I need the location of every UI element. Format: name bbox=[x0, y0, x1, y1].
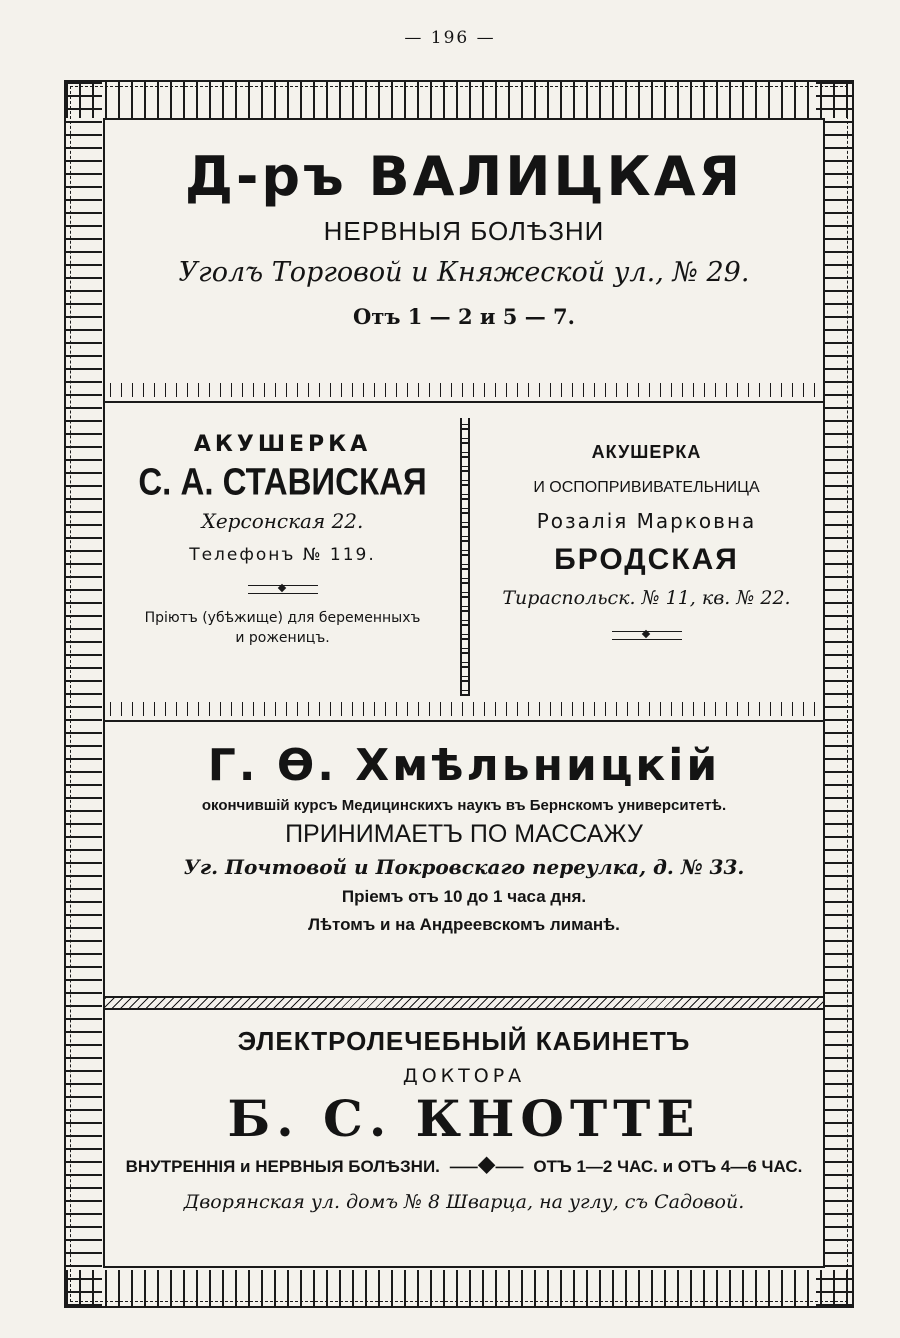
ad2-address: Херсонская 22. bbox=[201, 509, 364, 533]
chain-divider bbox=[460, 418, 470, 696]
ad3-first-name: Розалія Марковна bbox=[536, 509, 757, 533]
ad3-address: Тираспольск. № 11, кв. № 22. bbox=[502, 587, 791, 609]
ad5-heading: ЭЛЕКТРОЛЕЧЕБНЫЙ КАБИНЕТЪ bbox=[237, 1026, 691, 1056]
ad4-name: Г. Ѳ. Хмѣльницкій bbox=[207, 740, 721, 791]
ad3-heading: АКУШЕРКА bbox=[591, 442, 702, 462]
dot-ornament: ⸺◆⸺ bbox=[444, 1157, 529, 1176]
ad1-specialty: НЕРВНЫЯ БОЛѢЗНИ bbox=[323, 216, 605, 246]
ad5-address: Дворянская ул. домъ № 8 Шварца, на углу, съ Садовой. bbox=[183, 1191, 745, 1213]
page-number: — 196 — bbox=[404, 28, 496, 48]
ad2-name: С. А. СТАВИСКАЯ bbox=[138, 460, 427, 503]
ad5-specialty: ВНУТРЕННІЯ и НЕРВНЫЯ БОЛѢЗНИ. bbox=[125, 1157, 440, 1176]
ad-brodskaya bbox=[470, 442, 823, 644]
ad-staviskaya bbox=[105, 432, 460, 648]
ad2-phone: Телефонъ № 119. bbox=[189, 545, 376, 565]
flourish-ornament bbox=[612, 631, 682, 640]
arrow-divider bbox=[105, 702, 823, 722]
flourish-ornament bbox=[248, 585, 318, 594]
ad1-title: Д-ръ ВАЛИЦКАЯ bbox=[184, 145, 744, 208]
ad5-subheading: ДОКТОРА bbox=[402, 1065, 526, 1087]
ad4-hours: Пріемъ отъ 10 до 1 часа дня. bbox=[341, 887, 587, 906]
ad4-service: ПРИНИМАЕТЪ ПО МАССАЖУ bbox=[285, 820, 643, 848]
ad3-subheading: И ОСПОПРИВИВАТЕЛЬНИЦА bbox=[533, 479, 760, 496]
arrow-divider bbox=[105, 383, 823, 403]
ad4-credentials: окончившій курсъ Медицинскихъ наукъ въ Бернскомъ университетѣ. bbox=[201, 797, 727, 814]
ad1-hours: Отъ 1 — 2 и 5 — 7. bbox=[353, 304, 575, 329]
ad4-address: Уг. Почтовой и Покровскаго переулка, д. № 33. bbox=[183, 855, 745, 879]
ad-valitskaya bbox=[105, 144, 823, 329]
advertisement-panel bbox=[103, 118, 825, 1268]
ad1-address: Уголъ Торговой и Княжеской ул., № 29. bbox=[178, 257, 750, 288]
ad4-summer: Лѣтомъ и на Андреевскомъ лиманѣ. bbox=[308, 915, 620, 934]
ad-khmelnitsky bbox=[105, 740, 823, 935]
ad3-surname: БРОДСКАЯ bbox=[554, 543, 739, 576]
ad-knotte bbox=[105, 1026, 823, 1213]
ad2-note-line2: и роженицъ. bbox=[235, 630, 330, 646]
ad2-note-line1: Пріютъ (убѣжище) для беременныхъ bbox=[144, 610, 421, 626]
wavy-divider bbox=[105, 996, 823, 1010]
ad5-name: Б. С. КНОТТЕ bbox=[227, 1089, 701, 1148]
ad2-heading: АКУШЕРКА bbox=[193, 432, 372, 457]
ad5-hours: ОТЪ 1—2 ЧАС. и ОТЪ 4—6 ЧАС. bbox=[533, 1157, 803, 1176]
